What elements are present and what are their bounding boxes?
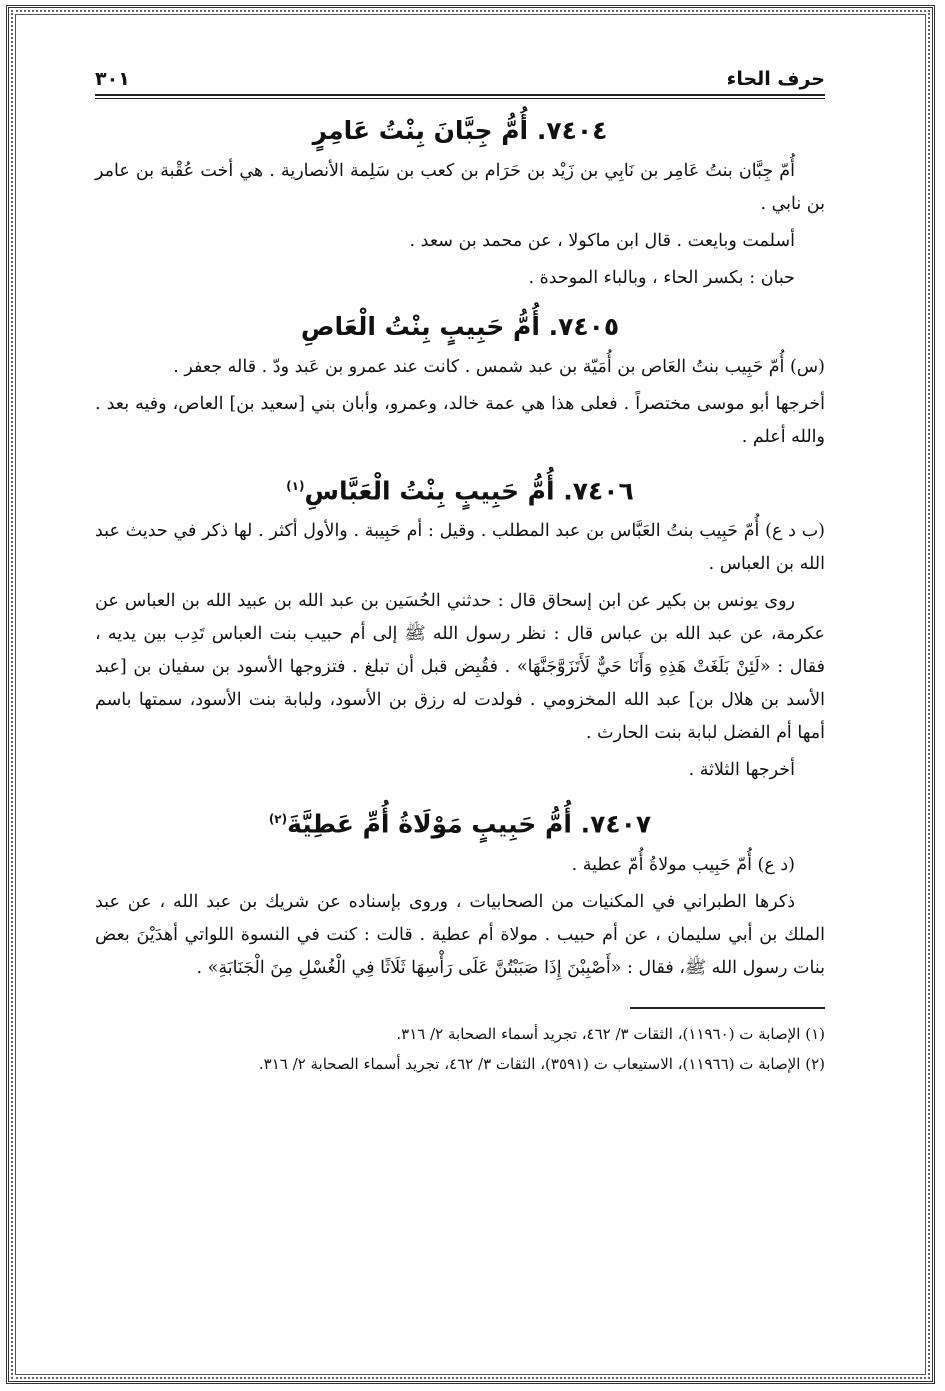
footnote-marker: (٢)	[268, 812, 288, 827]
entry-title-7407	[95, 801, 825, 842]
running-header	[95, 58, 825, 96]
entry-title-text: ٧٤٠٦. أُمُّ حَبِيبٍ بِنْتُ الْعَبَّاسِ	[304, 476, 634, 506]
entry-paragraph: أخرجها الثلاثة .	[688, 760, 795, 781]
entry-title-7404: ٧٤٠٤. أُمُّ جِبَّانَ بِنْتُ عَامِرٍ	[312, 116, 608, 145]
entry-paragraph: (د ع) أُمّ حَبِيب مولاةُ أُمّ عطية .	[571, 854, 795, 875]
section-title: حرف الحاء	[726, 68, 825, 90]
entry-title-7405: ٧٤٠٥. أُمُّ حَبِيبٍ بِنْتُ الْعَاصِ	[300, 312, 620, 341]
entry-paragraph: أخرجها أبو موسى مختصراً . فعلى هذا هي عمة خالد، وعمرو، وأبان بني [سعيد بن] العاص، وفيه بعد . والله أعلم .	[95, 394, 825, 447]
entry-paragraph: أُمّ جِبَّان بنتُ عَامِر بن نَابِي بن زَيْد بن حَرَام بن كعب بن سَلِمة الأنصارية . هي أخت عُقْبة بن عامر بن نابي .	[95, 161, 825, 214]
header-rule	[95, 98, 825, 99]
entry-paragraph: أسلمت وبايعت . قال ابن ماكولا ، عن محمد بن سعد .	[409, 231, 795, 251]
footnote-marker: (١)	[286, 479, 305, 493]
entry-paragraph: (س) أُمّ حَبِيب بنتُ العَاص بن أُمَيّة بن عبد شمس . كانت عند عمرو بن عَبد ودّ . قاله جعفر .	[173, 357, 825, 377]
page-number: ٣٠١	[95, 68, 130, 90]
footnote-separator	[630, 1007, 825, 1009]
entry-title-text: ٧٤٠٧. أُمُّ حَبِيبٍ مَوْلَاةُ أُمِّ عَطِيَّةَ	[287, 809, 652, 839]
entry-paragraph: (ب د ع) أُمّ حَبِيب بنتُ العَبَّاس بن عبد المطلب . وقيل : أم حَبِيبة . والأول أكثر . لها ذكر في حديث عبد الله بن العباس .	[95, 521, 825, 575]
entry-paragraph: روى يونس بن بكير عن ابن إسحاق قال : حدثني الحُسَين بن عبد الله بن عبيد الله بن العباس عن عكرمة، عن عبد الله بن عباس قال : نظر رسول الله ﷺ إلى أم حبيب بنت العباس تَدِب بين يديه ، فقال : «لَئِنْ بَلَغَتْ هَذِهِ وَأَنَا حَيٌّ لَأَتَزَوَّجَنَّهَا» . فقُبِض قبل أن تبلغ . فتزوجها الأسود بن سفيان بن [عبد الأسد بن هلال بن] عبد الله المخزومي . فولدت له رزق بن الأسود، ولبابة بنت الأسود، سمتها باسم أمها أم الفضل لبابة بنت الحارث .	[95, 591, 825, 744]
footnote-1: (١) الإصابة ت (١١٩٦٠)، الثقات ٣/ ٤٦٢، تجريد أسماء الصحابة ٢/ ٣١٦.	[396, 1024, 825, 1043]
entry-title-7406	[95, 468, 825, 509]
entry-paragraph: حبان : بكسر الحاء ، وبالباء الموحدة .	[528, 268, 795, 288]
footnote-2: (٢) الإصابة ت (١١٩٦٦)، الاستيعاب ت (٣٥٩١)، الثقات ٣/ ٤٦٢، تجريد أسماء الصحابة ٢/ ٣١٦.	[258, 1054, 825, 1073]
entry-paragraph: ذكرها الطبراني في المكنيات من الصحابيات ، وروى بإسناده عن شريك بن عبد الله ، عن عبد الملك بن أبي سليمان ، عن أم حبيب . مولاة أم عطية . قالت : كنت في النسوة اللواتي أهدَيْنَ بعض بنات رسول الله ﷺ، فقال : «أَصْبِبْنَ إِذَا صَبَبْتُنَّ عَلَى رَأْسِهَا ثَلَاثًا فِي الْغُسْلِ مِنَ الْجَنَابَةِ» .	[95, 891, 825, 978]
page-content	[95, 58, 825, 1328]
